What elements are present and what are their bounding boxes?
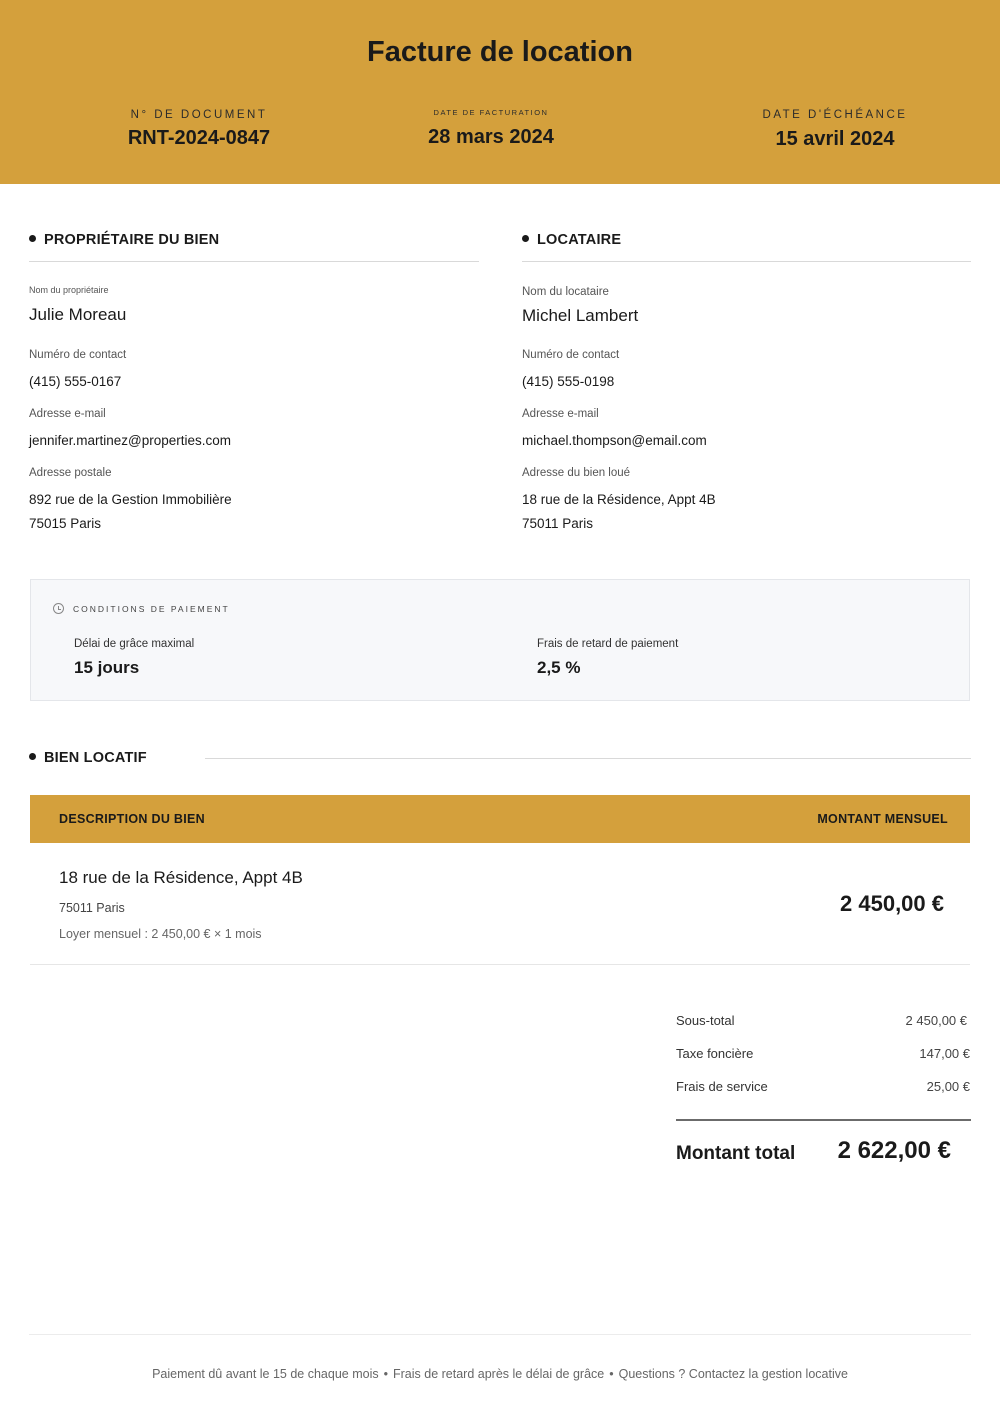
payment-terms-title: [53, 604, 230, 615]
owner-phone: (415) 555-0167: [29, 374, 122, 389]
owner-email: jennifer.martinez@properties.com: [29, 433, 232, 448]
footer-divider: [29, 1334, 971, 1335]
footer-notes: [0, 1367, 1000, 1381]
bullet-icon: [522, 235, 529, 242]
property-table-header: [30, 795, 970, 843]
footer-note-2: Frais de retard après le délai de grâce: [393, 1367, 605, 1381]
tax-label: Taxe foncière: [676, 1046, 754, 1061]
invoice-header: [0, 0, 1000, 184]
bullet-icon: [29, 235, 36, 242]
late-fee-label: Frais de retard de paiement: [537, 638, 679, 650]
tenant-address-line2: 75011 Paris: [522, 516, 594, 531]
tenant-address-line1: 18 rue de la Résidence, Appt 4B: [522, 492, 716, 507]
property-item-amount: 2 450,00 €: [840, 891, 944, 916]
owner-name: Julie Moreau: [29, 305, 127, 324]
subtotal-value: 2 450,00 €: [905, 1013, 967, 1028]
tenant-phone-label: Numéro de contact: [522, 349, 620, 361]
subtotal-row: [676, 1013, 970, 1028]
property-section-label: BIEN LOCATIF: [44, 750, 147, 766]
col-description: DESCRIPTION DU BIEN: [59, 812, 205, 826]
due-date-block: [685, 109, 985, 151]
service-value: 25,00 €: [926, 1079, 970, 1094]
invoice-date-label: DATE DE FACTURATION: [433, 108, 549, 117]
grace-period-label: Délai de grâce maximal: [74, 638, 195, 650]
grace-period: [74, 638, 194, 678]
payment-terms-box: [30, 579, 970, 701]
table-row-divider: [30, 964, 970, 965]
payment-terms-label: CONDITIONS DE PAIEMENT: [73, 604, 230, 614]
col-amount: MONTANT MENSUEL: [817, 812, 948, 826]
owner-address-label: Adresse postale: [29, 467, 112, 479]
invoice-date: 28 mars 2024: [428, 126, 554, 148]
footer-note-1: Paiement dû avant le 15 de chaque mois: [152, 1367, 379, 1381]
property-section-title: [29, 750, 147, 766]
footer-separator: •: [609, 1367, 614, 1381]
owner-section-label: PROPRIÉTAIRE DU BIEN: [44, 232, 220, 248]
service-label: Frais de service: [676, 1079, 768, 1094]
tenant-name-label: Nom du locataire: [522, 286, 609, 298]
owner-address-line1: 892 rue de la Gestion Immobilière: [29, 492, 232, 507]
doc-number-label: N° DE DOCUMENT: [130, 109, 268, 121]
doc-number: RNT-2024-0847: [127, 127, 271, 149]
bullet-icon: [29, 753, 36, 760]
property-item-note: Loyer mensuel : 2 450,00 € × 1 mois: [59, 927, 262, 941]
owner-divider: [29, 261, 479, 262]
late-fee: [537, 638, 678, 678]
tax-value: 147,00 €: [919, 1046, 970, 1061]
owner-email-label: Adresse e-mail: [29, 408, 106, 420]
owner-name-label: Nom du propriétaire: [29, 285, 109, 295]
footer-note-3: Questions ? Contactez la gestion locative: [618, 1367, 848, 1381]
late-fee-value: 2,5 %: [537, 658, 581, 677]
total-label: Montant total: [676, 1143, 796, 1164]
service-row: [676, 1079, 970, 1094]
total-divider: [676, 1119, 971, 1121]
clock-icon: [53, 603, 64, 614]
doc-number-block: [49, 109, 349, 150]
tax-row: [676, 1046, 970, 1061]
tenant-section-label: LOCATAIRE: [537, 232, 622, 248]
page-title: Facture de location: [367, 36, 633, 68]
due-date-label: DATE D'ÉCHÉANCE: [762, 109, 908, 121]
tenant-phone: (415) 555-0198: [522, 374, 615, 389]
total-value: 2 622,00 €: [837, 1137, 951, 1164]
tenant-address-label: Adresse du bien loué: [522, 467, 631, 479]
footer-separator: •: [383, 1367, 388, 1381]
property-item-city: 75011 Paris: [59, 901, 125, 915]
grace-period-value: 15 jours: [74, 658, 140, 677]
tenant-section-title: [522, 232, 621, 248]
property-divider: [205, 758, 971, 759]
owner-address-line2: 75015 Paris: [29, 516, 102, 531]
owner-section-title: [29, 232, 219, 248]
tenant-divider: [522, 261, 971, 262]
tenant-email: michael.thompson@email.com: [522, 433, 707, 448]
invoice-date-block: [341, 108, 641, 149]
due-date: 15 avril 2024: [775, 128, 895, 150]
tenant-email-label: Adresse e-mail: [522, 408, 599, 420]
subtotal-label: Sous-total: [676, 1013, 735, 1028]
owner-phone-label: Numéro de contact: [29, 349, 127, 361]
property-item-title: 18 rue de la Résidence, Appt 4B: [59, 868, 303, 887]
tenant-name: Michel Lambert: [522, 306, 639, 325]
